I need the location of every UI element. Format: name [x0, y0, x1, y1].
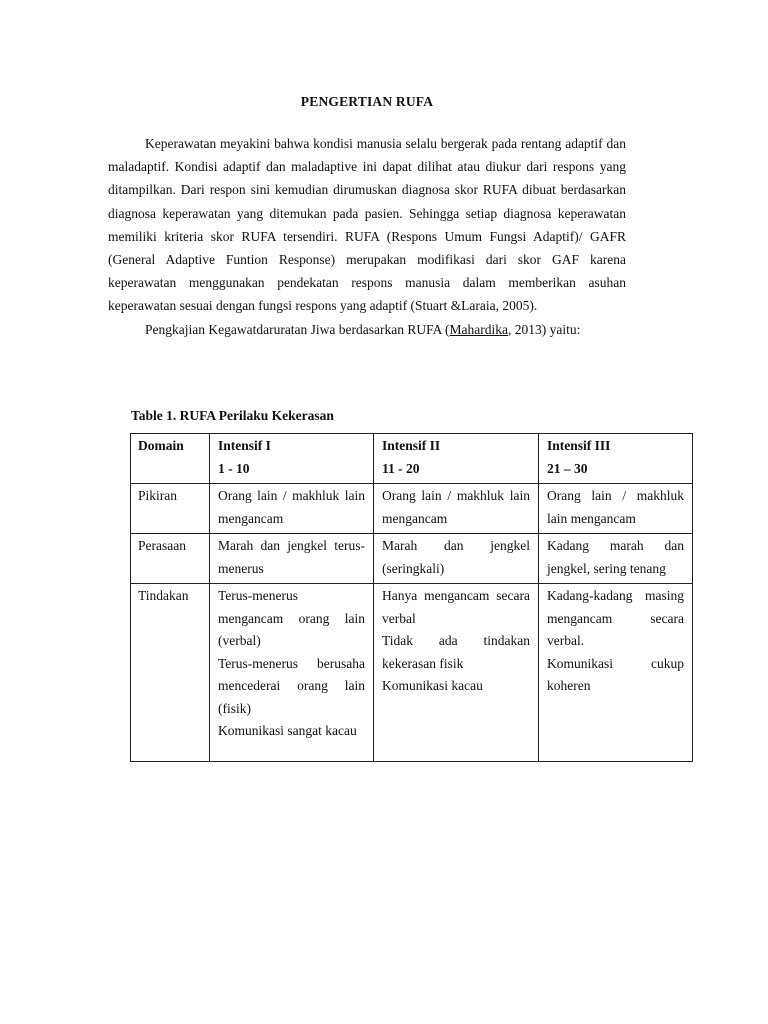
table-cell: Marah dan jengkel terus-menerus: [210, 534, 374, 584]
row-domain: Tindakan: [131, 584, 210, 762]
table-cell: Marah dan jengkel (seringkali): [374, 534, 539, 584]
table-row: [131, 584, 693, 762]
header-intensif-1: Intensif I 1 - 10: [210, 434, 374, 484]
paragraph-assessment: Pengkajian Kegawatdaruratan Jiwa berdasarkan RUFA (Mahardika, 2013) yaitu:: [145, 321, 581, 337]
citation-author: Mahardika: [449, 321, 509, 337]
table-caption: Table 1. RUFA Perilaku Kekerasan: [131, 408, 334, 423]
page-title: PENGERTIAN RUFA: [300, 94, 434, 109]
table-row: [131, 484, 693, 534]
table-cell: Hanya mengancam secara verbal Tidak ada tindakan kekerasan fisik Komunikasi kacau: [374, 584, 539, 762]
table-row: [131, 534, 693, 584]
table-cell: Orang lain / makhluk lain mengancam: [539, 484, 693, 534]
rufa-table: [130, 433, 693, 762]
body-text: [108, 132, 626, 341]
table-cell: Terus-menerus mengancam orang lain (verbal) Terus-menerus berusaha mencederai orang lain (fisik) Komunikasi sangat kacau: [210, 584, 374, 762]
table-cell: Kadang marah dan jengkel, sering tenang: [539, 534, 693, 584]
table-cell: Orang lain / makhluk lain mengancam: [210, 484, 374, 534]
table-cell: Orang lain / makhluk lain mengancam: [374, 484, 539, 534]
header-domain: Domain: [131, 434, 210, 484]
row-domain: Perasaan: [131, 534, 210, 584]
table-cell: Kadang-kadang masing mengancam secara verbal. Komunikasi cukup koheren: [539, 584, 693, 762]
header-intensif-3: Intensif III 21 – 30: [539, 434, 693, 484]
paragraph-definition: Keperawatan meyakini bahwa kondisi manusia selalu bergerak pada rentang adaptif dan maladaptif. Kondisi adaptif dan maladaptive ini dapat dilihat atau diukur dari respons yang ditampilkan. Dari respon sini kemudian dirumuskan diagnosa skor RUFA dibuat berdasarkan diagnosa keperawatan yang ditemukan pada pasien. Sehingga setiap diagnosa keperawatan memiliki kriteria skor RUFA tersendiri. RUFA (Respons Umum Fungsi Adaptif)/ GAFR (General Adaptive Funtion Response) merupakan modifikasi dari skor GAF karena keperawatan menggunakan pendekatan respons manusia dalam memberikan asuhan keperawatan sesuai dengan fungsi respons yang adaptif (Stuart &Laraia, 2005).: [108, 136, 626, 314]
row-domain: Pikiran: [131, 484, 210, 534]
header-intensif-2: Intensif II 11 - 20: [374, 434, 539, 484]
table-header-row: [131, 434, 693, 484]
